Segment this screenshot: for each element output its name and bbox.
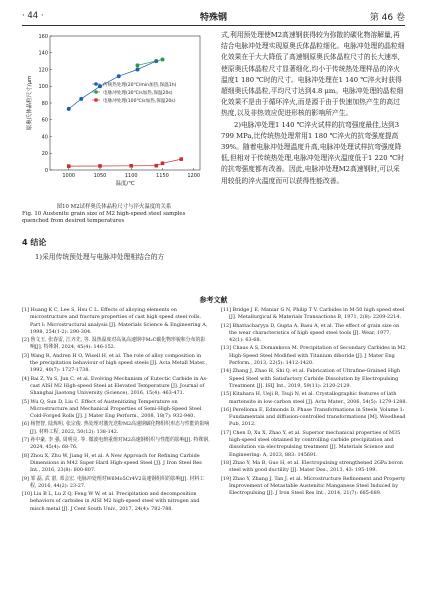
- conclusion-para-1-cont: 式,利用预处理使M2高速钢获得较为弥散的碳化物溶解量,再结合电脉冲处理实现原奥氏体晶粒细化。电脉冲处理的晶粒细化效果在于大大降低了高速钢原奥氏体晶粒尺寸的长大速率,使原奥氏体晶粒尺寸显著细化,均小于传统热处理样品的淬火温度1 180 ℃时的尺寸。电脉冲处理在1 140 ℃淬火时获得超细奥氏体晶粒,平均尺寸达到4.8 μm。电脉冲处理的晶粒细化效果不是由于循环淬火,而是源于由于快速加热产生的高过热度,以及非热效应促进形核的影响所产生。: [221, 31, 405, 118]
- data-point: [179, 157, 183, 161]
- page-header: [22, 9, 405, 23]
- legend-label: 电脉冲处理(100℃/s加热,保温20s): [103, 98, 176, 104]
- header-rule: [22, 25, 405, 26]
- legend-label: 电脉冲处理(30℃/s加热,保温20s): [103, 90, 173, 96]
- reference-item: [3] Wang R, Andren H O, Wisell H, et al. The role of alloy composition in the precipitation behaviour of high speed steels [J]. Acta Metall Mater., 1992, 40(7): 1727-1738.: [22, 352, 208, 374]
- page-number: · 44 ·: [22, 11, 44, 21]
- reference-item: [1] Huang K C, Lee S, Hsu C L. Effects of alloying elements on microstructure and fracture properties of cast high speed steel rolls. Part I: Microstructural analysis [J]. Materials Science & Engineering A, 1998, 254(1-2): 290-304.: [22, 307, 208, 335]
- data-point: [67, 107, 71, 111]
- data-point: [154, 164, 158, 168]
- conclusion-para-1-start: 1)采用传统预处理与电脉冲处理相结合的方: [35, 253, 165, 261]
- data-point: [136, 68, 140, 72]
- data-point: [129, 164, 133, 168]
- reference-item: [2] 鲁文玉, 张春雷, 江齐先, 等. 温热温度对高氧高速钢中M₂C碳化物形貌和分布的影响[J]. 特殊钢, 2024, 45(4): 146-152.: [22, 337, 206, 351]
- data-point: [136, 63, 140, 67]
- legend-label: 传统热处理(20℃/min加热,保温1h): [103, 82, 177, 88]
- data-point: [161, 57, 165, 61]
- figure-caption-zh: 图10 M2试样奥氏体晶粒尺寸与淬火温度的关系: [56, 204, 172, 210]
- data-point: [98, 84, 102, 88]
- figure-10: [22, 30, 206, 202]
- data-point: [67, 164, 71, 168]
- reference-item: [14] Zhang J, Zhao H, Shi Q, et al. Fabrication of Ultrafine-Grained High Speed Steel with Satisfactory Carbide Dissolution by Electropulsing Treatment [J]. ISIJ Int., 2019, 59(11): 2120-2129.: [221, 368, 401, 389]
- reference-item: [17] Chen D, Xu X, Zhao Y, et al. Superior mechanical properties of M35 high-speed steel obtained by controlling carbide precipitation and dissolution via electropulsing treatment [J]. Materials Science and Engineering: A, 2023, 883: 145691.: [221, 429, 401, 458]
- y-axis-label: 原奥氏体晶粒尺寸/μm: [27, 75, 33, 131]
- reference-item: [16] Perelloma E, Edmonds D. Phase Transformations in Steels_Volume 1: Fundamentals and diffusion-controlled transformations [M]. Woodhead Pub, 2012.: [221, 406, 406, 428]
- reference-item: [18] Zhao Y, Ma B, Guo H, et al. Electropulsing strengthened 2GPa boron steel with good ductility [J]. Mater Des., 2013, 43: 195-199.: [221, 459, 403, 474]
- x-axis-label: 温度/℃: [115, 181, 135, 187]
- x-tick-label: 1100: [124, 173, 138, 179]
- reference-item: [13] Chaus A S, Domankova M. Precipitation of Secondary Carbides in M2 High-Speed Steel Modified with Titanium diboride [J]. J Mater Eng Perform., 2013, 22(5): 1412-1420.: [221, 345, 406, 367]
- x-tick-label: 1150: [156, 173, 169, 179]
- x-tick-label: 1200: [187, 173, 201, 179]
- reference-item: [7] 孙中豪, 李 强, 周明亮, 等. 微波电熔重熔对M2高速钢组织与性能的影响[J]. 特殊钢, 2024, 45(4): 68-76.: [22, 437, 210, 451]
- y-tick-label: 160: [38, 33, 48, 40]
- series-fit-line: [138, 60, 163, 66]
- references-right: [221, 307, 407, 498]
- x-tick-label: 1050: [93, 173, 107, 179]
- reference-item: [19] Zhao Y, Zhang J, Tan J, et al. Microstructure Refinement and Property Improvement of Metastable Austenitic Manganese Steel Induced by Electropulsing [J]. J Iron Steel Res Int., 2014, 21(7): 685-689.: [221, 475, 406, 497]
- data-point: [161, 162, 165, 166]
- references-title: 参考文献: [199, 296, 228, 304]
- left-column: [22, 30, 206, 263]
- reference-item: [8] Zhou X, Zhu W, Jiang H, et al. A New Approach for Refining Carbide Dimensions in M42 Super Hard High-speed Steel [J]. J Iron Steel Res Int., 2016, 23(8): 800-807.: [22, 452, 202, 474]
- reference-item: [10] Liu B L, Lu Z Q, Feng W W, et al. Precipitation and decomposition behaviors of carbides in AISI M2 high-speed steel with nitrogen and misch metal [J]. J Cent South Univ., 2017, 24(4): 782-788.: [22, 491, 200, 512]
- grain-size-chart: [22, 30, 206, 190]
- reference-item: [12] Bhattacharyya D, Gupta A, Basu A, et al. The effect of grain size on the wear characteristics of high speed steel tools [J]. Wear, 1977, 42(1): 63-68.: [221, 322, 400, 344]
- right-column: [221, 30, 405, 187]
- y-tick-label: 0: [44, 167, 48, 174]
- y-tick-label: 100: [38, 84, 48, 91]
- x-tick-label: 1000: [62, 173, 76, 179]
- section-title: 4 结论: [22, 238, 47, 247]
- figure-caption: [22, 204, 206, 225]
- data-point: [98, 164, 102, 168]
- y-tick-label: 20: [41, 151, 48, 158]
- reference-item: [4] Bai Z, Yu S, Jun C, et al. Evolving Mechanism of Eutectic Carbide in As-cast AISI M2 High-speed Steel at Elevated Temperature [J]. Journal of Shanghai Jiaotong University (Science), 2016, 15(4): 463-471.: [22, 375, 208, 397]
- reference-item: [11] Bridge J E, Maniar G N, Philip T V. Carbides in M-50 high speed steel [J]. Metallurgical & Materials Transactions B, 1971, 2(8): 2209-2214.: [221, 307, 405, 321]
- reference-item: [5] Wu Q, Sun D, Liu C. Effect of Austenitizing Temperature on Microstructure and Mechanical Properties of Semi-High-Speed Steel Cold-Forged Rolls [J]. J Mater Eng Perform., 2008, 18(7): 932-940.: [22, 398, 202, 420]
- data-point: [117, 74, 121, 78]
- conclusion-para-2: 2)电脉冲处理1 140 ℃淬火试样的抗弯强度最佳,达到3 799 MPa,比传统热处理常用1 180 ℃淬火的抗弯强度提高39%。随着电脉冲处理温度升高,电脉冲处理试样抗弯强度降低,但相对于传统热处理,电脉冲处理淬火温度低于1 220 ℃时的抗弯强度都有改善。因此,电脉冲处理M2高速钢时,可以采用较低的淬火温度而可以获得性能改善。: [221, 120, 405, 185]
- volume-label: 第 46 卷: [369, 13, 405, 23]
- reference-item: [9] 邹 磊, 武 湛, 邓会宏. 电脉冲处理对W6Mo5Cr4V2高速钢组织的影响[J]. 材料工程, 2016, 44(2): 23-27.: [22, 475, 205, 489]
- data-point: [79, 97, 83, 101]
- figure-caption-en: Fig. 10 Austenite grain size of M2 high-speed steel samples quenched from desired temperatures: [22, 211, 186, 224]
- series-fit-line: [69, 159, 182, 166]
- y-tick-label: 140: [38, 50, 48, 57]
- journal-name: 特殊钢: [199, 13, 227, 23]
- reference-item: [15] Kitahara H, Ueji R, Tsuji N, et al. Crystallographic features of lath martensite in low-carbon steel [J]. Acta Mater., 2006, 54(5): 1279-1288.: [221, 391, 408, 405]
- y-tick-label: 120: [38, 67, 48, 74]
- y-tick-label: 40: [41, 134, 48, 141]
- references-left: [22, 307, 210, 514]
- reference-item: [6] 杨智智, 陆炼明, 张宗俊. 热处理对激光送粉M2高速钢碳化物组织形态与性能的影响[J]. 材料工程, 2022, 50(12): 138-142.: [22, 421, 210, 435]
- y-tick-label: 80: [41, 100, 48, 107]
- y-tick-label: 60: [41, 117, 48, 124]
